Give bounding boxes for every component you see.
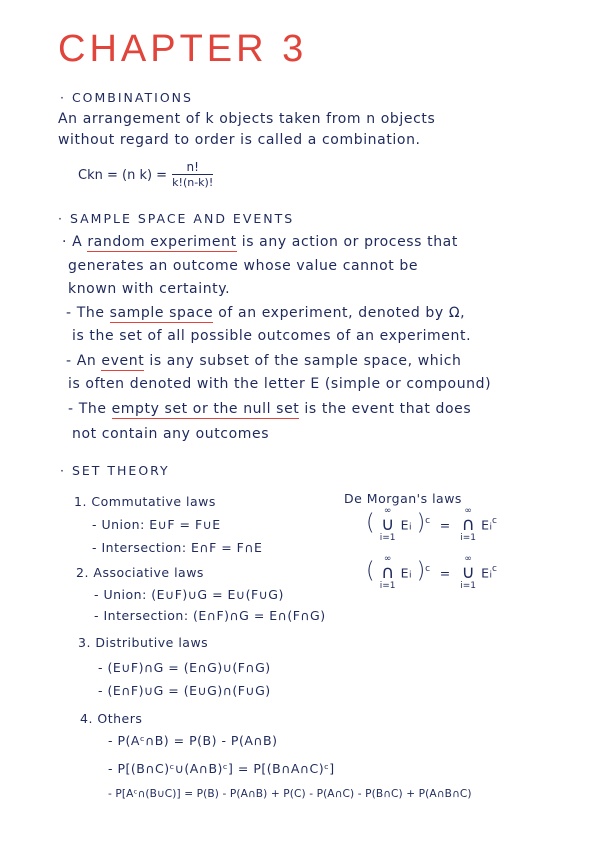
distributive-law-1: - (E∪F)∩G = (E∩G)∪(F∩G) [98,660,271,675]
paren-open: ( [366,510,375,536]
demorgan-law-1: ( ∞ ∪ i=1 Ei )$^c$ = ∞ ∩ i=1 Ei$^c$ [366,506,497,543]
formula-lhs: Ckn = (n k) = [78,168,168,183]
commutative-union: - Union: E∪F = F∪E [92,517,221,532]
equals-sign: = [435,565,456,581]
combinations-heading: · COMBINATIONS [60,90,193,105]
page-title: CHAPTER 3 [58,28,308,70]
distributive-law-2: - (E∩F)∪G = (E∪G)∩(F∪G) [98,683,271,698]
sample-space-line-3: known with certainty. [68,281,231,297]
line-text: is the event that does [299,401,472,417]
others-formula-1: - P(Aᶜ∩B) = P(B) - P(A∩B) [108,733,278,748]
paren-open: ( [366,558,375,584]
paren-close: ) [416,510,426,536]
formula-numerator: n! [172,160,213,175]
associative-union: - Union: (E∪F)∪G = E∪(F∪G) [94,587,284,602]
sample-space-heading: · SAMPLE SPACE AND EVENTS [58,211,295,226]
distributive-heading: 3. Distributive laws [78,635,209,650]
sample-space-line-2: generates an outcome whose value cannot be [68,258,419,274]
sample-space-line-7: is often denoted with the letter E (simple or compound) [68,376,492,392]
union-operator: ∞ ∪ i=1 [379,506,396,543]
set-theory-heading: · SET THEORY [60,463,170,478]
term-sample-space: sample space [109,305,214,321]
combinations-line-1: An arrangement of k objects taken from n objects [58,111,436,127]
sample-space-line-6 [66,353,462,369]
others-formula-2: - P[(B∩C)ᶜ∪(A∩B)ᶜ] = P[(B∩A∩C)ᶜ] [108,761,335,776]
sample-space-line-5: is the set of all possible outcomes of an experiment. [72,328,472,344]
demorgan-2-rhs: E [481,565,490,581]
line-text: of an experiment, denoted by Ω, [213,305,466,321]
demorgan-1-lhs: E [400,517,409,533]
term-event: event [101,353,145,369]
others-formula-3: - P[Aᶜ∩(B∪C)] = P(B) - P(A∩B) + P(C) - P(A∩C) - P(B∩C) + P(A∩B∩C) [108,788,472,800]
demorgan-law-2: ( ∞ ∩ i=1 Ei )$^c$ = ∞ ∪ i=1 Ei$^c$ [366,554,497,591]
term-random-experiment: random experiment [87,234,237,250]
commutative-intersection: - Intersection: E∩F = F∩E [92,540,263,555]
sample-space-line-4 [66,305,465,321]
intersection-operator: ∞ ∩ i=1 [379,554,396,591]
associative-intersection: - Intersection: (E∩F)∩G = E∩(F∩G) [94,608,326,623]
line-text: · A [62,234,88,250]
line-text: - An [66,353,102,369]
combination-formula [78,160,213,189]
associative-heading: 2. Associative laws [76,565,204,580]
line-text: is any subset of the sample space, which [144,353,462,369]
line-text: - The [68,401,112,417]
union-operator: ∞ ∪ i=1 [460,554,477,591]
sample-space-line-8 [68,401,471,417]
equals-sign: = [435,517,456,533]
combinations-line-2: without regard to order is called a combination. [58,132,421,148]
formula-fraction [172,160,213,189]
sample-space-line-9: not contain any outcomes [72,426,270,442]
demorgan-2-lhs: E [400,565,409,581]
term-empty-set: empty set or the null set [111,401,300,417]
others-heading: 4. Others [80,711,143,726]
demorgan-heading: De Morgan's laws [344,491,462,506]
paren-close: ) [416,558,426,584]
line-text: is any action or process that [236,234,458,250]
demorgan-1-rhs: E [481,517,490,533]
commutative-heading: 1. Commutative laws [74,494,216,509]
intersection-operator: ∞ ∩ i=1 [460,506,477,543]
sample-space-line-1 [62,234,458,250]
line-text: - The [66,305,110,321]
formula-denominator: k!(n-k)! [172,176,214,189]
